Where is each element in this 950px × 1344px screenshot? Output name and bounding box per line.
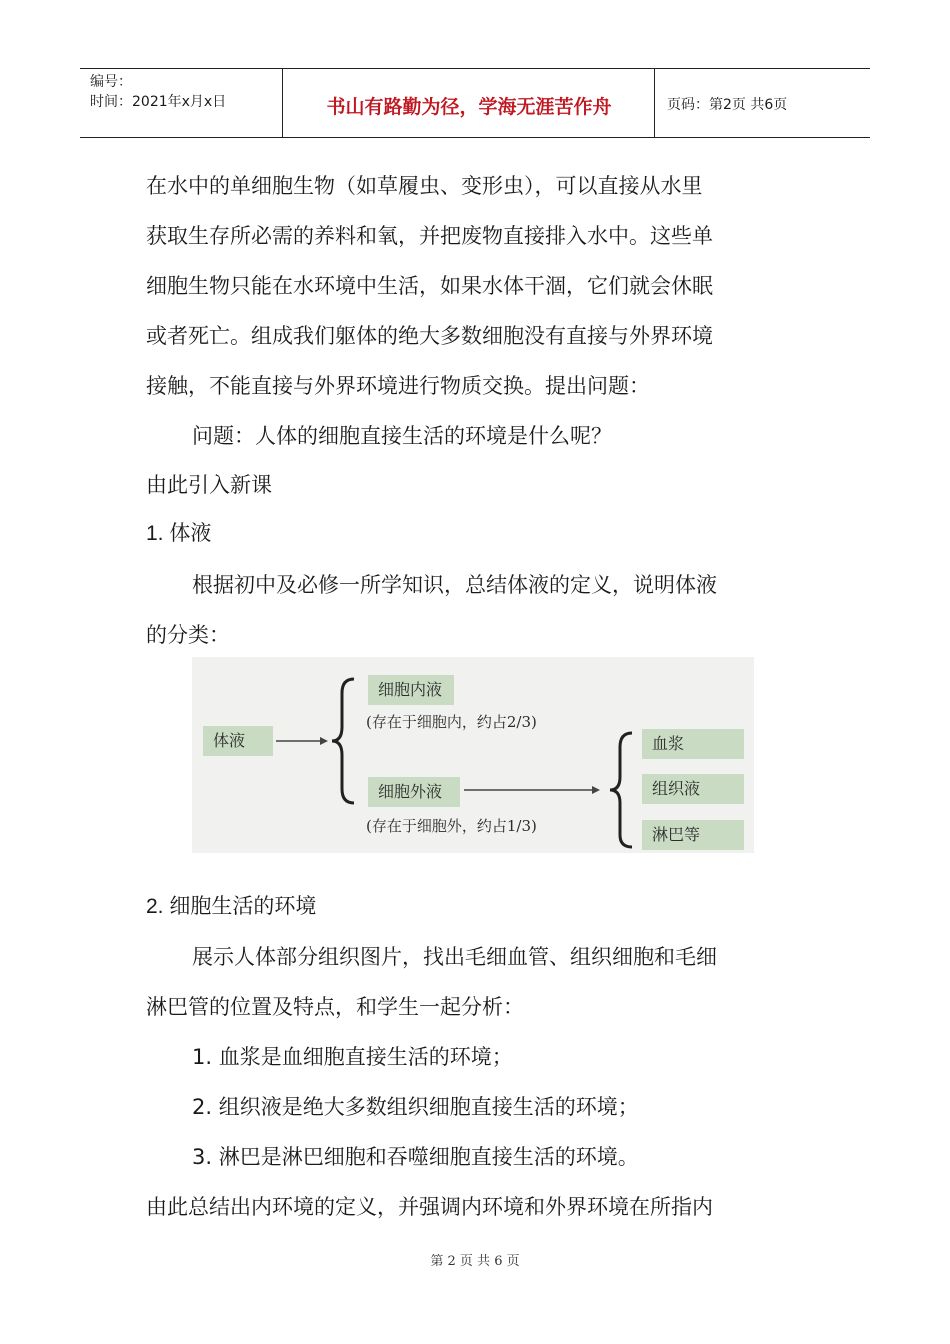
- body-fluid-diagram: [192, 657, 754, 853]
- header-page-cell: [655, 69, 870, 137]
- diagram-node-plasma: 血浆: [642, 729, 744, 759]
- paragraph-line: 展示人体部分组织图片，找出毛细血管、组织细胞和毛细: [192, 945, 717, 969]
- paragraph-line: 由此总结出内环境的定义，并强调内环境和外界环境在所指内: [146, 1195, 713, 1219]
- paragraph-line: 细胞生物只能在水环境中生活，如果水体干涸，它们就会休眠: [146, 274, 713, 298]
- paragraph-line: 的分类：: [146, 623, 230, 647]
- list-item: 2. 组织液是绝大多数组织细胞直接生活的环境；: [192, 1095, 639, 1119]
- paragraph-line: 根据初中及必修一所学知识，总结体液的定义，说明体液: [192, 573, 717, 597]
- paragraph-line: 淋巴管的位置及特点，和学生一起分析：: [146, 995, 524, 1019]
- header-info-cell: [80, 69, 283, 137]
- paragraph-line: 或者死亡。组成我们躯体的绝大多数细胞没有直接与外界环境: [146, 324, 713, 348]
- page-header: [80, 68, 870, 138]
- arrow-head-icon: [592, 786, 600, 794]
- page-footer: 第 2 页 共 6 页: [430, 1254, 520, 1269]
- diagram-node-tissue-fluid: 组织液: [642, 774, 744, 804]
- document-number: 编号：: [90, 74, 132, 90]
- brace-left-icon: [332, 679, 354, 803]
- intro-text: 由此引入新课: [146, 473, 272, 497]
- diagram-node-extracellular: 细胞外液: [368, 777, 460, 807]
- paragraph-line: 在水中的单细胞生物（如草履虫、变形虫），可以直接从水里: [146, 174, 703, 198]
- list-item: 3. 淋巴是淋巴细胞和吞噬细胞直接生活的环境。: [192, 1145, 639, 1169]
- arrow-head-icon: [320, 737, 328, 745]
- diagram-node-lymph: 淋巴等: [642, 820, 744, 850]
- diagram-node-intracellular: 细胞内液: [368, 675, 454, 705]
- paragraph-line: 获取生存所必需的养料和氧，并把废物直接排入水中。这些单: [146, 224, 713, 248]
- header-motto-cell: [283, 69, 655, 137]
- section-heading: 2. 细胞生活的环境: [146, 895, 317, 918]
- list-item: 1. 血浆是血细胞直接生活的环境；: [192, 1045, 513, 1069]
- paragraph-line: 接触，不能直接与外界环境进行物质交换。提出问题：: [146, 374, 650, 398]
- diagram-note-intracellular: (存在于细胞内，约占2/3): [366, 713, 537, 731]
- header-motto: 书山有路勤为径，学海无涯苦作舟: [326, 96, 612, 118]
- diagram-node-body-fluid: 体液: [203, 726, 273, 756]
- header-page-number: 页码：第2页 共6页: [667, 97, 788, 113]
- question-text: 问题：人体的细胞直接生活的环境是什么呢？: [192, 424, 612, 448]
- diagram-note-extracellular: (存在于细胞外，约占1/3): [366, 817, 537, 835]
- brace-right-icon: [610, 733, 632, 847]
- document-time: 时间：2021年x月x日: [90, 94, 227, 110]
- section-heading: 1. 体液: [146, 522, 212, 545]
